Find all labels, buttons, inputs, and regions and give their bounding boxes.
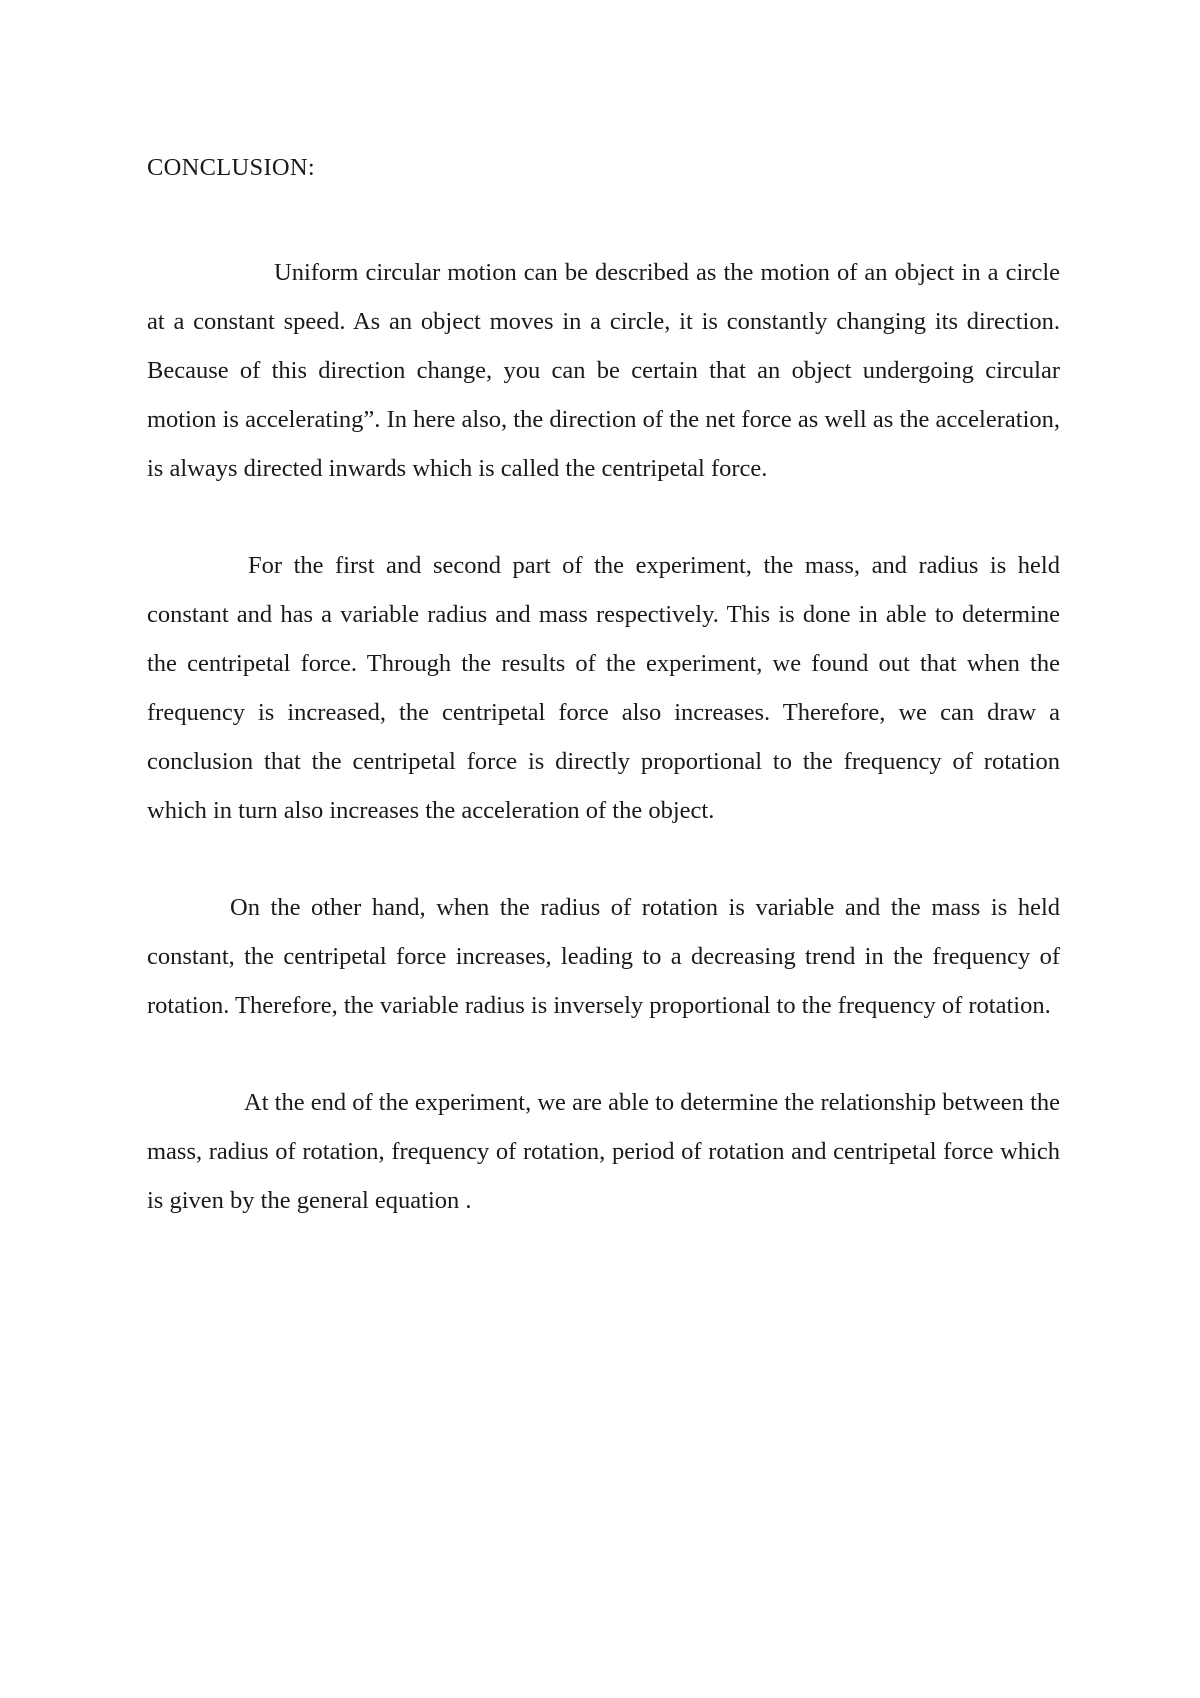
document-body (147, 143, 1060, 1225)
section-heading: CONCLUSION: (147, 154, 316, 181)
paragraph-uniform-circular-motion: Uniform circular motion can be described as the motion of an object in a circle at a constant speed. As an object moves in a circle, it is constantly changing its direction. Because of this direction change, you can be certain that an object undergoing circular motion is accelerating”. In here also, the direction of the net force as well as the acceleration, is always directed inwards which is called the centripetal force. (147, 259, 1060, 482)
paragraph-first-second-part: For the first and second part of the experiment, the mass, and radius is held constant and has a variable radius and mass respectively. This is done in able to determine the centripetal force. Through the results of the experiment, we found out that when the frequency is increased, the centripetal force also increases. Therefore, we can draw a conclusion that the centripetal force is directly proportional to the frequency of rotation which in turn also increases the acceleration of the object. (147, 552, 1060, 824)
paragraph-variable-radius: On the other hand, when the radius of rotation is variable and the mass is held constant, the centripetal force increases, leading to a decreasing trend in the frequency of rotation. Therefore, the variable radius is inversely proportional to the frequency of rotation. (147, 894, 1060, 1019)
paragraph-end-of-experiment: At the end of the experiment, we are able to determine the relationship between the mass, radius of rotation, frequency of rotation, period of rotation and centripetal force which is given by the general equation . (147, 1089, 1060, 1214)
